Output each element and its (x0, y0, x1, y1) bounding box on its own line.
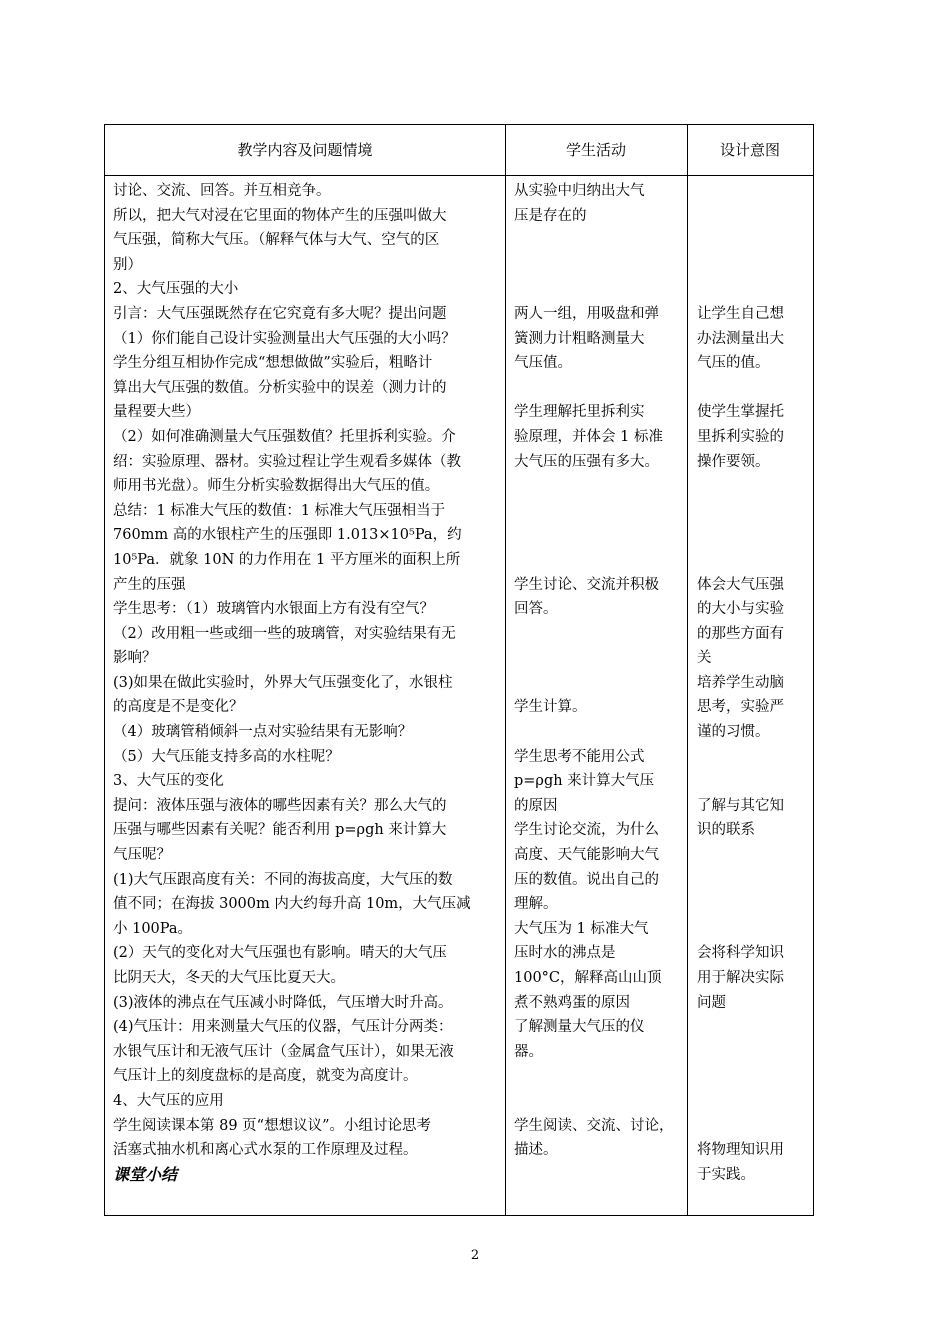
content-line: 学生思考：（1）玻璃管内水银面上方有没有空气？ (113, 601, 434, 618)
intent-line: 的那些方面有 (697, 625, 784, 642)
content-line: （1）你们能自己设计实验测量出大气压强的大小吗？ (113, 330, 456, 347)
content-line: 提问：液体压强与液体的哪些因素有关？那么大气的 (113, 797, 447, 814)
content-line: 3、大气压的变化 (113, 773, 224, 790)
activity-line: 理解。 (514, 896, 558, 913)
header-activity: 学生活动 (565, 141, 626, 159)
activity-line: 压的数值。说出自己的 (514, 871, 659, 888)
content-line: 所以，把大气对浸在它里面的物体产生的压强叫做大 (113, 207, 447, 224)
content-line: 气压呢？ (113, 847, 171, 864)
content-line: 气压计上的刻度盘标的是高度，就变为高度计。 (113, 1068, 418, 1085)
content-line: 4、大气压的应用 (113, 1092, 224, 1109)
activity-line: 的原因 (514, 797, 558, 814)
activity-column (514, 179, 682, 1163)
intent-line: 关 (697, 650, 712, 667)
intent-line: 于实践。 (697, 1166, 755, 1183)
summary-heading: 课堂小结 (113, 1164, 178, 1184)
activity-line: 高度、天气能影响大气 (514, 847, 659, 864)
intent-line: 气压的值。 (697, 355, 770, 372)
content-line: 活塞式抽水机和离心式水泵的工作原理及过程。 (113, 1142, 418, 1159)
intent-line: 会将科学知识 (697, 945, 784, 962)
activity-line: 了解测量大气压的仪 (514, 1019, 645, 1036)
activity-line: 回答。 (514, 601, 558, 618)
content-line: 师用书光盘）。师生分析实验数据得出大气压的值。 (113, 478, 440, 495)
content-line: 气压强，简称大气压。（解释气体与大气、空气的区 (113, 232, 440, 249)
activity-line: 器。 (514, 1043, 543, 1060)
header-intent: 设计意图 (719, 141, 780, 159)
activity-line: 簧测力计粗略测量大 (514, 330, 645, 347)
activity-line: 学生阅读、交流、讨论， (514, 1117, 674, 1134)
content-line: 10⁵Pa．就象 10N 的力作用在 1 平方厘米的面积上所 (113, 551, 461, 568)
content-line: 水银气压计和无液气压计（金属盒气压计），如果无液 (113, 1043, 454, 1060)
intent-line: 办法测量出大 (697, 330, 784, 347)
intent-line: 谨的习惯。 (697, 724, 770, 741)
activity-line: 100°C，解释高山山顶 (514, 970, 662, 986)
content-line: 讨论、交流、回答。并互相竞争。 (113, 183, 331, 199)
intent-line: 思考，实验严 (697, 699, 784, 716)
activity-line: 从实验中归纳出大气 (514, 183, 645, 199)
activity-line: 大气压为 1 标准大气 (514, 920, 649, 937)
content-line: （5）大气压能支持多高的水柱呢？ (113, 748, 340, 765)
activity-line: 气压值。 (514, 355, 572, 372)
content-line: (2）天气的变化对大气压强也有影响。晴天的大气压 (113, 945, 447, 962)
page-number: 2 (470, 1248, 480, 1263)
activity-line: 学生计算。 (514, 699, 587, 716)
content-line: (3)如果在做此实验时，外界大气压强变化了，水银柱 (113, 674, 453, 691)
content-line: 算出大气压强的数值。分析实验中的误差（测力计的 (113, 379, 447, 396)
content-line: 比阴天大，冬天的大气压比夏天大。 (113, 970, 345, 986)
content-line: 压强与哪些因素有关呢？能否利用 p=ρgh 来计算大 (113, 822, 447, 839)
header-content: 教学内容及问题情境 (237, 141, 373, 159)
intent-line: 体会大气压强 (697, 576, 784, 593)
content-line: (1)大气压跟高度有关：不同的海拔高度，大气压的数 (113, 871, 453, 888)
intent-column (697, 179, 807, 1187)
content-line: （4）玻璃管稍倾斜一点对实验结果有无影响？ (113, 724, 413, 741)
content-line: 760mm 高的水银柱产生的压强即 1.013×10⁵Pa，约 (113, 527, 462, 544)
intent-line: 让学生自己想 (697, 305, 784, 322)
content-line: 学生阅读课本第 89 页“想想议议”。小组讨论思考 (113, 1117, 431, 1134)
content-line: 学生分组互相协作完成“想想做做”实验后，粗略计 (113, 355, 433, 372)
intent-line: 操作要领。 (697, 453, 770, 470)
lesson-table (104, 124, 814, 1216)
content-line: 量程要大些） (113, 404, 200, 421)
activity-line: 煮不熟鸡蛋的原因 (514, 994, 630, 1011)
intent-line: 用于解决实际 (697, 970, 784, 986)
column-divider (687, 125, 688, 1215)
activity-line: 学生思考不能用公式 (514, 748, 645, 765)
content-line: 引言：大气压强既然存在它究竟有多大呢？提出问题 (113, 305, 447, 322)
intent-line: 使学生掌握托 (697, 404, 784, 421)
activity-line: p=ρgh 来计算大气压 (514, 773, 655, 790)
intent-line: 将物理知识用 (697, 1142, 784, 1159)
content-line: （2）如何准确测量大气压强数值？托里拆利实验。介 (113, 428, 456, 445)
activity-line: 验原理，并体会 1 标准 (514, 428, 663, 445)
content-line: 2、大气压强的大小 (113, 281, 239, 298)
content-line: (3)液体的沸点在气压减小时降低，气压增大时升高。 (113, 994, 453, 1011)
activity-line: 压时水的沸点是 (514, 945, 616, 962)
table-header-row (105, 125, 813, 176)
intent-line: 了解与其它知 (697, 797, 784, 814)
content-line: 产生的压强 (113, 576, 186, 593)
column-divider (505, 125, 506, 1215)
content-line: 总结：1 标准大气压的数值：1 标准大气压强相当于 (113, 502, 446, 519)
content-line: （2）改用粗一些或细一些的玻璃管，对实验结果有无 (113, 625, 456, 642)
activity-line: 两人一组，用吸盘和弹 (514, 305, 659, 322)
content-line: (4)气压计：用来测量大气压的仪器，气压计分两类： (113, 1019, 453, 1036)
intent-line: 问题 (697, 994, 726, 1011)
intent-line: 里拆利实验的 (697, 428, 784, 445)
activity-line: 大气压的压强有多大。 (514, 453, 659, 470)
intent-line: 培养学生动脑 (697, 674, 784, 691)
content-line: 影响？ (113, 650, 157, 667)
activity-line: 学生讨论、交流并积极 (514, 576, 659, 593)
content-line: 小 100Pa。 (113, 920, 193, 937)
intent-line: 识的联系 (697, 822, 755, 839)
content-line: 别） (113, 256, 142, 273)
content-line: 的高度是不是变化？ (113, 699, 244, 716)
content-line: 绍：实验原理、器材。实验过程让学生观看多媒体（教 (113, 453, 461, 470)
activity-line: 描述。 (514, 1142, 558, 1159)
content-column (113, 179, 501, 1187)
activity-line: 学生讨论交流，为什么 (514, 822, 659, 839)
intent-line: 的大小与实验 (697, 601, 784, 618)
activity-line: 压是存在的 (514, 207, 587, 224)
activity-line: 学生理解托里拆利实 (514, 404, 645, 421)
content-line: 值不同；在海拔 3000m 内大约每升高 10m，大气压减 (113, 896, 471, 913)
